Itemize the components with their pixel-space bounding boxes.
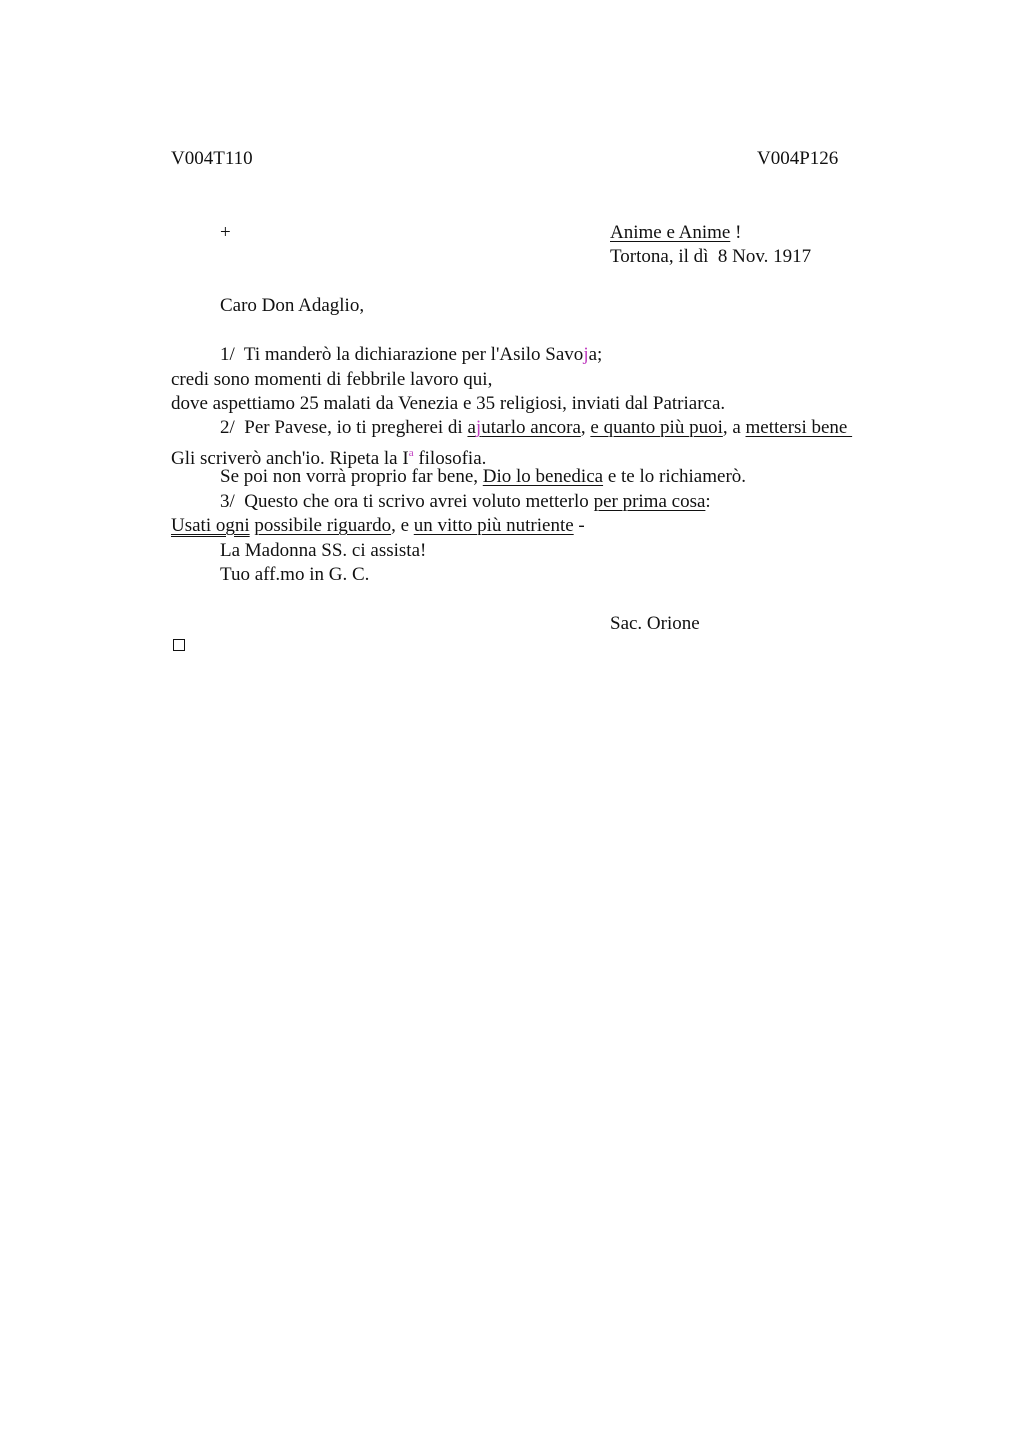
- underlined-phrase: possibile riguardo: [254, 515, 392, 536]
- paragraph-5: [171, 515, 585, 537]
- underlined-phrase: Dio lo benedica: [482, 466, 604, 487]
- underlined-phrase: per prima cosa: [593, 491, 706, 512]
- end-marker-box: [173, 639, 185, 651]
- highlighted-letter: j: [475, 417, 482, 438]
- paragraph-1-line-1: [220, 344, 602, 366]
- paragraph-2-line-1: [220, 417, 852, 439]
- underlined-phrase: e quanto più puoi: [590, 417, 723, 438]
- underlined-phrase: un vitto più nutriente: [413, 515, 574, 536]
- reference-code-right: V004P126: [757, 148, 839, 169]
- motto-line: [610, 222, 741, 244]
- salutation: Caro Don Adaglio,: [220, 295, 365, 316]
- underlined-phrase: [467, 417, 580, 438]
- text-run: e te lo richiamerò.: [603, 466, 747, 487]
- double-underlined-phrase: Usati ogni: [171, 515, 250, 536]
- superscript: a: [408, 447, 414, 459]
- signature: Sac. Orione: [610, 613, 700, 634]
- paragraph-4: [220, 491, 711, 513]
- paragraph-1-line-3: dove aspettiamo 25 malati da Venezia e 35 religiosi, inviati dal Patriarca.: [171, 393, 726, 414]
- closing-blessing: La Madonna SS. ci assista!: [220, 540, 427, 561]
- paragraph-1-line-2: credi sono momenti di febbrile lavoro qui,: [171, 369, 493, 390]
- highlighted-letter: j: [583, 344, 589, 365]
- text-run: :: [705, 491, 711, 512]
- text-run: -: [573, 515, 585, 536]
- text-run: 2/ Per Pavese, io ti pregherei di: [220, 417, 468, 438]
- text-run: Gli scriverò anch'io. Ripeta la I: [171, 448, 409, 469]
- motto-text: Anime e Anime: [610, 222, 731, 243]
- cross-mark: +: [220, 222, 231, 243]
- text-run: ,: [580, 417, 591, 438]
- text-run: utarlo ancora: [481, 417, 581, 438]
- place-date: Tortona, il dì 8 Nov. 1917: [610, 246, 812, 267]
- text-run: 1/ Ti manderò la dichiarazione per l'Asilo Savo: [220, 344, 584, 365]
- text-run: filosofia.: [413, 448, 487, 469]
- paragraph-3: [220, 466, 746, 488]
- text-run: 3/ Questo che ora ti scrivo avrei voluto metterlo: [220, 491, 594, 512]
- motto-exclamation: !: [730, 222, 742, 243]
- text-run: , e: [391, 515, 414, 536]
- text-run: Se poi non vorrà proprio far bene,: [220, 466, 483, 487]
- text-run: a;: [588, 344, 603, 365]
- closing-regards: Tuo aff.mo in G. C.: [220, 564, 370, 585]
- text-run: a: [467, 417, 476, 438]
- text-run: , a: [722, 417, 746, 438]
- underlined-phrase: mettersi bene: [745, 417, 853, 438]
- reference-code-left: V004T110: [171, 148, 253, 169]
